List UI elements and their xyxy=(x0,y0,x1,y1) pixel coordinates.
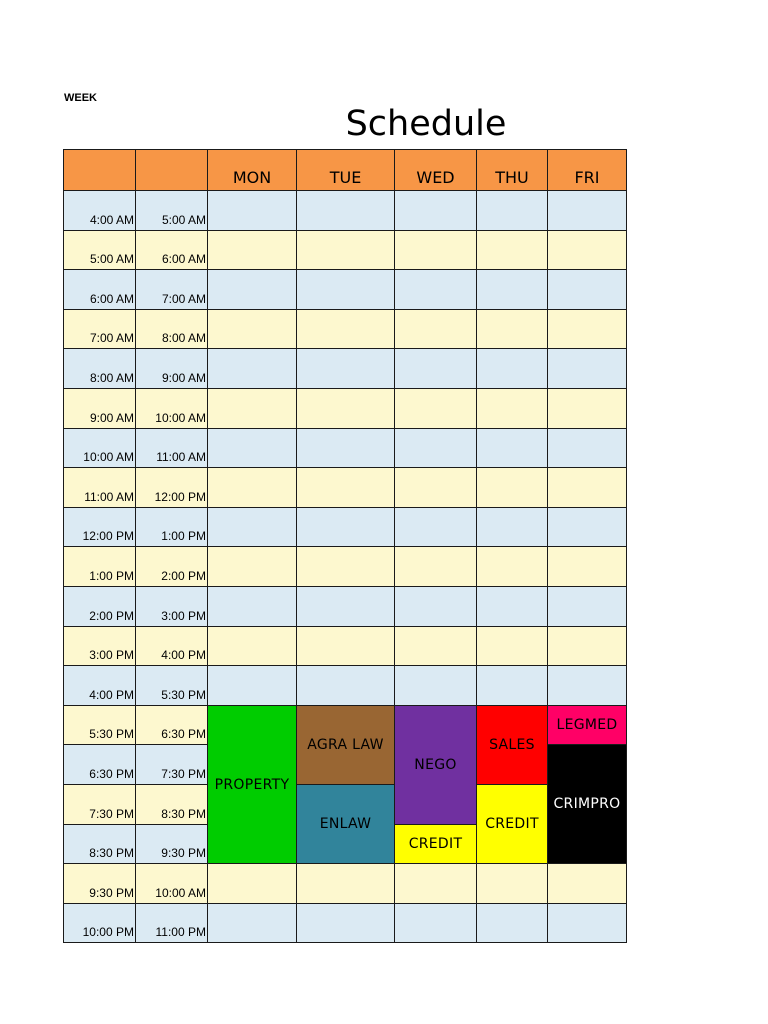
day-slot-cell xyxy=(547,309,627,349)
end-time: 7:00 AM xyxy=(161,292,206,306)
day-slot-cell xyxy=(207,626,297,666)
day-slot-cell xyxy=(394,388,477,429)
day-slot-cell xyxy=(476,230,548,270)
day-slot-cell xyxy=(296,309,395,349)
class-block-credit xyxy=(394,824,477,864)
day-slot-cell xyxy=(207,230,297,270)
end-time-cell xyxy=(135,744,208,785)
day-slot-cell xyxy=(476,665,548,706)
start-time-cell xyxy=(63,824,136,864)
page-title: Schedule xyxy=(345,104,507,144)
start-time: 1:00 PM xyxy=(89,569,134,583)
day-slot-cell xyxy=(296,230,395,270)
day-slot-cell xyxy=(207,348,297,389)
end-time: 1:00 PM xyxy=(161,529,206,543)
start-time-cell xyxy=(63,626,136,666)
day-slot-cell xyxy=(207,467,297,508)
end-time-cell xyxy=(135,428,208,468)
day-slot-cell xyxy=(547,586,627,627)
start-time: 7:00 AM xyxy=(89,331,134,345)
header-blank-cell xyxy=(135,149,208,191)
start-time: 8:00 AM xyxy=(89,371,134,385)
end-time-cell xyxy=(135,269,208,310)
end-time-cell xyxy=(135,863,208,904)
start-time-cell xyxy=(63,230,136,270)
day-slot-cell xyxy=(296,903,395,943)
day-header-wed xyxy=(394,149,477,191)
day-slot-cell xyxy=(547,190,627,231)
start-time: 2:00 PM xyxy=(89,609,134,623)
day-slot-cell xyxy=(207,428,297,468)
day-slot-cell xyxy=(547,546,627,587)
start-time-cell xyxy=(63,546,136,587)
start-time-cell xyxy=(63,586,136,627)
end-time: 4:00 PM xyxy=(161,648,206,662)
day-slot-cell xyxy=(207,388,297,429)
day-slot-cell xyxy=(476,546,548,587)
start-time: 4:00 PM xyxy=(89,688,134,702)
class-block-enlaw xyxy=(296,784,395,864)
end-time-cell xyxy=(135,546,208,587)
day-slot-cell xyxy=(296,507,395,547)
class-block-property xyxy=(207,705,297,864)
day-slot-cell xyxy=(547,903,627,943)
day-header-tue xyxy=(296,149,395,191)
day-slot-cell xyxy=(476,467,548,508)
class-label: ENLAW xyxy=(319,816,372,832)
day-slot-cell xyxy=(394,507,477,547)
start-time: 11:00 AM xyxy=(84,490,134,504)
day-slot-cell xyxy=(394,586,477,627)
end-time: 6:30 PM xyxy=(161,727,206,741)
day-slot-cell xyxy=(476,388,548,429)
end-time-cell xyxy=(135,705,208,745)
day-slot-cell xyxy=(547,269,627,310)
day-slot-cell xyxy=(476,507,548,547)
class-label: CREDIT xyxy=(485,816,539,832)
start-time-cell xyxy=(63,388,136,429)
day-slot-cell xyxy=(394,467,477,508)
class-block-nego xyxy=(394,705,477,825)
day-slot-cell xyxy=(547,388,627,429)
start-time-cell xyxy=(63,190,136,231)
end-time-cell xyxy=(135,467,208,508)
start-time-cell xyxy=(63,467,136,508)
day-slot-cell xyxy=(207,665,297,706)
day-slot-cell xyxy=(547,428,627,468)
day-slot-cell xyxy=(207,309,297,349)
day-slot-cell xyxy=(296,269,395,310)
start-time-cell xyxy=(63,507,136,547)
day-slot-cell xyxy=(394,230,477,270)
end-time: 9:00 AM xyxy=(161,371,206,385)
end-time: 7:30 PM xyxy=(161,767,206,781)
start-time-cell xyxy=(63,428,136,468)
day-slot-cell xyxy=(296,626,395,666)
start-time: 9:00 AM xyxy=(89,411,134,425)
start-time: 3:00 PM xyxy=(89,648,134,662)
week-label: WEEK xyxy=(64,92,97,104)
day-slot-cell xyxy=(296,467,395,508)
day-slot-cell xyxy=(547,467,627,508)
day-slot-cell xyxy=(394,626,477,666)
class-label: CREDIT xyxy=(408,836,463,852)
day-slot-cell xyxy=(394,269,477,310)
day-slot-cell xyxy=(547,348,627,389)
end-time: 9:30 PM xyxy=(161,846,206,860)
day-slot-cell xyxy=(476,586,548,627)
day-slot-cell xyxy=(394,348,477,389)
end-time-cell xyxy=(135,309,208,349)
start-time-cell xyxy=(63,269,136,310)
day-label: MON xyxy=(232,168,272,187)
day-slot-cell xyxy=(476,903,548,943)
day-slot-cell xyxy=(207,190,297,231)
day-header-mon xyxy=(207,149,297,191)
day-slot-cell xyxy=(547,230,627,270)
day-slot-cell xyxy=(394,309,477,349)
day-slot-cell xyxy=(394,903,477,943)
day-slot-cell xyxy=(547,863,627,904)
end-time: 2:00 PM xyxy=(161,569,206,583)
class-label: SALES xyxy=(489,737,535,753)
end-time-cell xyxy=(135,665,208,706)
day-slot-cell xyxy=(296,863,395,904)
class-label: LEGMED xyxy=(556,717,618,733)
day-slot-cell xyxy=(296,190,395,231)
day-label: FRI xyxy=(574,168,600,187)
day-slot-cell xyxy=(207,586,297,627)
end-time: 8:00 AM xyxy=(161,331,206,345)
class-label: PROPERTY xyxy=(214,776,290,793)
schedule-grid xyxy=(63,149,626,944)
day-slot-cell xyxy=(207,546,297,587)
start-time: 12:00 PM xyxy=(82,529,134,543)
day-slot-cell xyxy=(296,546,395,587)
start-time: 10:00 PM xyxy=(82,925,134,939)
day-slot-cell xyxy=(207,863,297,904)
day-slot-cell xyxy=(394,190,477,231)
day-slot-cell xyxy=(296,348,395,389)
end-time: 12:00 PM xyxy=(154,490,206,504)
day-slot-cell xyxy=(394,428,477,468)
end-time: 10:00 AM xyxy=(155,411,206,425)
start-time-cell xyxy=(63,863,136,904)
day-slot-cell xyxy=(547,507,627,547)
day-slot-cell xyxy=(394,546,477,587)
end-time: 10:00 AM xyxy=(155,886,206,900)
class-block-crimpro xyxy=(547,744,627,864)
day-header-fri xyxy=(547,149,627,191)
day-label: WED xyxy=(416,168,455,187)
start-time: 9:30 PM xyxy=(89,886,134,900)
start-time: 8:30 PM xyxy=(89,846,134,860)
start-time-cell xyxy=(63,705,136,745)
start-time: 5:30 PM xyxy=(89,727,134,741)
end-time-cell xyxy=(135,507,208,547)
day-slot-cell xyxy=(296,388,395,429)
day-slot-cell xyxy=(296,665,395,706)
end-time-cell xyxy=(135,626,208,666)
start-time-cell xyxy=(63,348,136,389)
end-time: 8:30 PM xyxy=(161,807,206,821)
start-time-cell xyxy=(63,309,136,349)
end-time: 11:00 AM xyxy=(156,450,206,464)
start-time: 10:00 AM xyxy=(83,450,134,464)
start-time: 4:00 AM xyxy=(89,213,134,227)
day-slot-cell xyxy=(476,428,548,468)
day-slot-cell xyxy=(296,586,395,627)
day-label: THU xyxy=(495,168,529,187)
day-slot-cell xyxy=(207,269,297,310)
class-label: AGRA LAW xyxy=(307,737,384,753)
start-time-cell xyxy=(63,665,136,706)
header-blank-cell xyxy=(63,149,136,191)
day-slot-cell xyxy=(476,626,548,666)
day-slot-cell xyxy=(207,903,297,943)
day-slot-cell xyxy=(476,309,548,349)
start-time: 5:00 AM xyxy=(89,252,134,266)
end-time-cell xyxy=(135,388,208,429)
start-time-cell xyxy=(63,903,136,943)
end-time-cell xyxy=(135,784,208,825)
day-slot-cell xyxy=(296,428,395,468)
end-time: 6:00 AM xyxy=(161,252,206,266)
class-block-credit xyxy=(476,784,548,864)
class-label: CRIMPRO xyxy=(553,796,621,812)
start-time: 6:00 AM xyxy=(89,292,134,306)
day-slot-cell xyxy=(476,863,548,904)
end-time: 5:00 AM xyxy=(161,213,206,227)
start-time: 7:30 PM xyxy=(89,807,134,821)
end-time: 11:00 PM xyxy=(155,925,206,939)
end-time-cell xyxy=(135,230,208,270)
end-time-cell xyxy=(135,586,208,627)
end-time-cell xyxy=(135,903,208,943)
day-header-thu xyxy=(476,149,548,191)
end-time-cell xyxy=(135,824,208,864)
day-slot-cell xyxy=(476,348,548,389)
end-time: 5:30 PM xyxy=(161,688,206,702)
class-block-sales xyxy=(476,705,548,785)
class-label: NEGO xyxy=(414,757,457,773)
day-slot-cell xyxy=(394,665,477,706)
day-slot-cell xyxy=(476,269,548,310)
day-slot-cell xyxy=(394,863,477,904)
day-label: TUE xyxy=(329,168,362,187)
end-time-cell xyxy=(135,190,208,231)
start-time-cell xyxy=(63,784,136,825)
day-slot-cell xyxy=(207,507,297,547)
start-time: 6:30 PM xyxy=(89,767,134,781)
end-time-cell xyxy=(135,348,208,389)
day-slot-cell xyxy=(476,190,548,231)
day-slot-cell xyxy=(547,626,627,666)
class-block-agra-law xyxy=(296,705,395,785)
start-time-cell xyxy=(63,744,136,785)
day-slot-cell xyxy=(547,665,627,706)
class-block-legmed xyxy=(547,705,627,745)
end-time: 3:00 PM xyxy=(161,609,206,623)
